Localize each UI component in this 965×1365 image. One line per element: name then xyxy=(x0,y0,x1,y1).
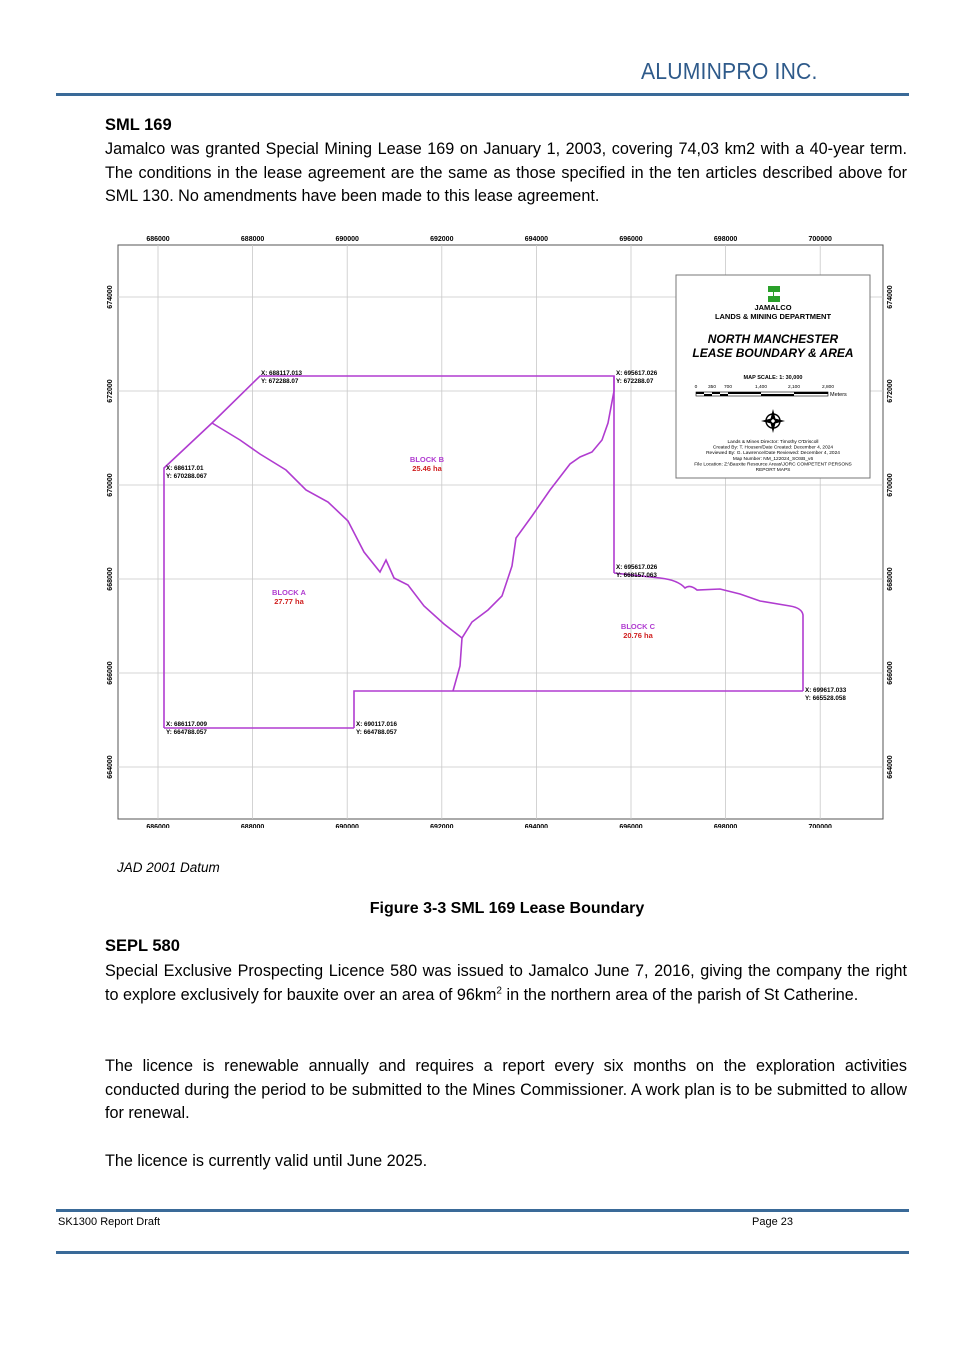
header-rule xyxy=(56,93,909,96)
y-tick-label-right: 668000 xyxy=(887,567,894,591)
legend-title1: NORTH MANCHESTER xyxy=(707,332,839,346)
sepl580-paragraph-2: The licence is renewable annually and requires a report every six months on the exploration activities conducted during the period to be submitted to the Mines Commissioner. A work plan is to be submitted to allow for renewal. xyxy=(105,1057,907,1122)
x-tick-label-top: 692000 xyxy=(430,236,454,243)
coord-y: Y: 670288.067 xyxy=(166,473,207,480)
legend-note: Created By: T. Housen/Date Created: December 4, 2024 xyxy=(712,445,834,451)
figure-caption: Figure 3-3 SML 169 Lease Boundary xyxy=(369,900,645,917)
x-tick-label-bottom: 700000 xyxy=(808,824,832,828)
x-tick-label-bottom: 696000 xyxy=(619,824,643,828)
coord-x: X: 695617.026 xyxy=(616,370,658,377)
coord-x: X: 686117.01 xyxy=(166,465,204,472)
x-tick-label-top: 688000 xyxy=(240,236,265,243)
coord-y: Y: 665528.058 xyxy=(805,695,846,702)
lease-boundary-map xyxy=(100,228,900,828)
coord-y: Y: 664788.057 xyxy=(166,729,207,736)
y-tick-label-left: 668000 xyxy=(107,567,114,591)
scale-tick-label: 2,800 xyxy=(821,385,835,390)
sml169-heading: SML 169 xyxy=(105,116,172,134)
x-tick-label-bottom: 690000 xyxy=(335,824,359,828)
block-a-name: BLOCK A xyxy=(272,588,306,597)
scale-bar xyxy=(696,392,828,396)
x-tick-label-bottom: 694000 xyxy=(524,824,549,828)
coord-x: X: 688117.013 xyxy=(261,370,302,377)
x-tick-label-top: 690000 xyxy=(335,236,359,243)
footer-rule-bottom xyxy=(56,1251,909,1254)
map-datum: JAD 2001 Datum xyxy=(117,860,220,875)
x-tick-label-bottom: 692000 xyxy=(430,824,454,828)
y-tick-label-left: 670000 xyxy=(107,473,114,497)
coord-y: Y: 672288.07 xyxy=(616,378,654,385)
y-tick-label-right: 666000 xyxy=(887,661,894,685)
block-c-name: BLOCK C xyxy=(620,622,656,631)
scale-tick-label: 350 xyxy=(707,385,717,390)
coord-x: X: 690117.016 xyxy=(356,721,397,728)
sepl580-p1-sup: 2 xyxy=(496,985,502,997)
y-tick-label-left: 674000 xyxy=(107,285,114,309)
legend-note: REPORT MAPS xyxy=(755,468,791,473)
map-legend xyxy=(676,275,870,478)
legend-scale-unit: Meters xyxy=(830,392,847,398)
block-b-area: 25.46 ha xyxy=(412,464,442,473)
sepl580-p1-text: Special Exclusive Prospecting Licence 580 was issued to Jamalco June 7, 2016, giving the company the right to explore exclusively for bauxite over an area of 96km xyxy=(105,962,907,1004)
coord-x: X: 686117.009 xyxy=(166,721,207,728)
legend-note: Lands & Mines Director: Timothy O'Driscoll xyxy=(727,440,819,445)
legend-note: Map Number: NM_122024_SOSB_v6 xyxy=(732,456,814,462)
y-tick-label-right: 674000 xyxy=(887,285,894,309)
sepl580-heading: SEPL 580 xyxy=(105,937,180,955)
y-tick-label-left: 666000 xyxy=(107,661,114,685)
legend-org: JAMALCO xyxy=(754,303,792,312)
x-tick-label-top: 698000 xyxy=(713,236,738,243)
coord-x: X: 699617.033 xyxy=(805,687,847,694)
y-tick-label-right: 672000 xyxy=(887,379,894,403)
x-tick-label-top: 696000 xyxy=(619,236,643,243)
scale-tick-label: 2,100 xyxy=(787,385,801,390)
legend-note: Reviewed By: G. Lawrence/Date Reviewed: December 4, 2024 xyxy=(706,451,840,457)
company-name: ALUMINPRO INC. xyxy=(641,58,818,84)
footer-report-name: SK1300 Report Draft xyxy=(58,1216,161,1228)
footer-page-number: Page 23 xyxy=(752,1216,793,1228)
legend-dept: LANDS & MINING DEPARTMENT xyxy=(714,312,832,321)
scale-tick-label: 1,400 xyxy=(754,385,768,390)
coord-y: Y: 668157.063 xyxy=(616,572,657,579)
sepl580-p1-text-end: in the northern area of the parish of St Catherine. xyxy=(501,985,859,1004)
block-b-name: BLOCK B xyxy=(409,455,445,464)
coord-x: X: 695617.026 xyxy=(616,564,658,571)
scale-tick-label: 0 xyxy=(694,385,698,390)
sepl580-paragraph-3: The licence is currently valid until June 2025. xyxy=(105,1152,428,1170)
y-tick-label-left: 672000 xyxy=(107,379,114,403)
coord-y: Y: 664788.057 xyxy=(356,729,397,736)
x-tick-label-bottom: 688000 xyxy=(240,824,265,828)
coord-y: Y: 672288.07 xyxy=(261,378,299,385)
legend-scale-label: MAP SCALE: 1: 30,000 xyxy=(743,375,803,381)
sepl580-paragraph-1 xyxy=(105,960,907,1007)
x-tick-label-top: 686000 xyxy=(146,236,170,243)
legend-title2: LEASE BOUNDARY & AREA xyxy=(692,346,854,360)
y-tick-label-left: 664000 xyxy=(107,755,114,779)
x-tick-label-bottom: 686000 xyxy=(146,824,170,828)
y-tick-label-right: 670000 xyxy=(887,473,894,497)
x-tick-label-bottom: 698000 xyxy=(713,824,738,828)
sml169-paragraph: Jamalco was granted Special Mining Lease 169 on January 1, 2003, covering 74,03 km2 with a 40-year term. The conditions in the lease agreement are the same as those specified in the ten articles described above for SML 130. No amendments have been made to this lease agreement. xyxy=(105,140,907,205)
y-tick-label-right: 664000 xyxy=(887,755,894,779)
footer-rule-top xyxy=(56,1209,909,1212)
x-tick-label-top: 694000 xyxy=(524,236,549,243)
block-c-area: 20.76 ha xyxy=(623,631,653,640)
scale-tick-label: 700 xyxy=(723,385,733,390)
x-tick-label-top: 700000 xyxy=(808,236,832,243)
legend-note: File Location: Z:\Bauxite Resource Areas\JORC COMPETENT PERSONS xyxy=(694,462,852,468)
block-a-area: 27.77 ha xyxy=(274,597,304,606)
